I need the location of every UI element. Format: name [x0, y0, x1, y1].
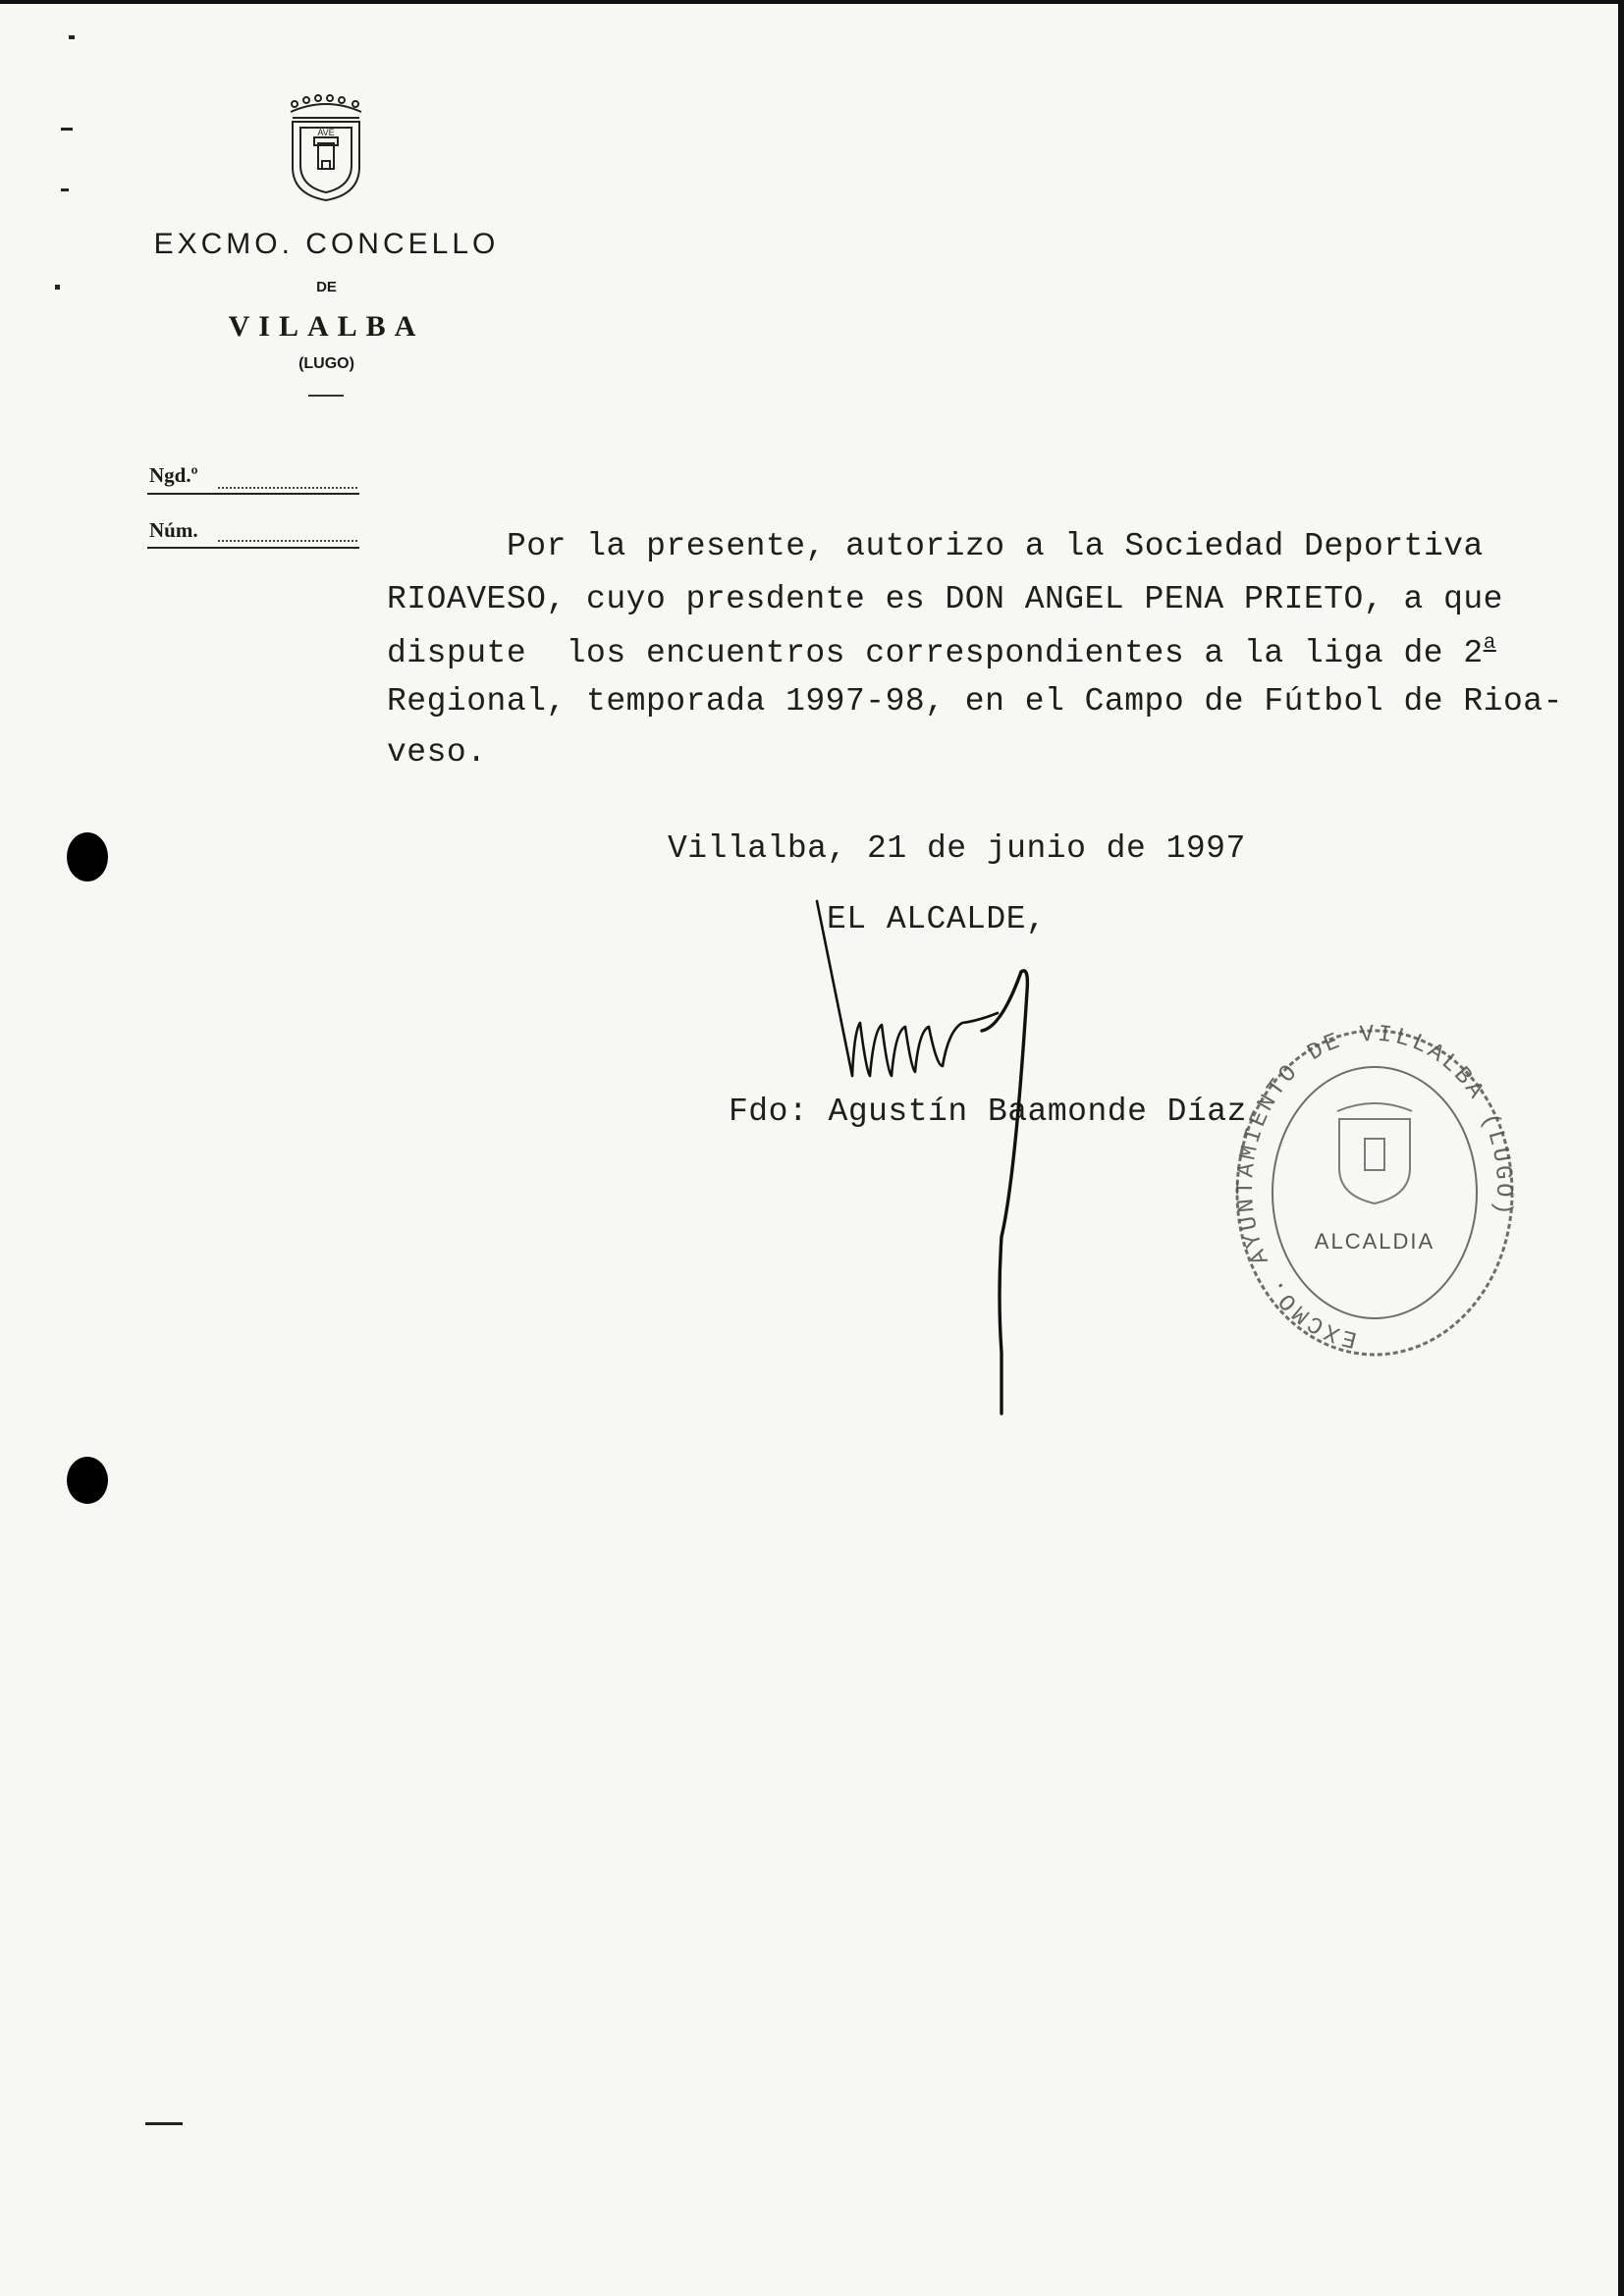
- coat-of-arms-icon: [281, 92, 371, 202]
- body-line-2: RIOAVESO, cuyo presdente es DON ANGEL PENA PRIETO, a que: [387, 581, 1503, 617]
- ngd-underline: [147, 493, 359, 495]
- body-line-3: [387, 632, 1496, 671]
- margin-mark: [61, 128, 73, 131]
- margin-mark: [145, 2122, 183, 2125]
- punch-hole: [67, 1457, 108, 1504]
- num-field: [218, 540, 357, 542]
- punch-hole: [67, 832, 108, 881]
- letterhead-council: EXCMO. CONCELLO: [153, 228, 500, 260]
- letterhead-rule: [308, 395, 344, 397]
- num-label: Núm.: [149, 518, 198, 542]
- svg-text:EXCMO. AYUNTAMIENTO DE VILLALB: EXCMO. AYUNTAMIENTO DE VILLALBA (LUGO): [1232, 1021, 1517, 1353]
- scan-border-top: [0, 0, 1624, 4]
- letterhead-town: VILALBA: [228, 310, 425, 343]
- body-line-1: Por la presente, autorizo a la Sociedad Deportiva: [507, 528, 1484, 564]
- handwritten-signature: [805, 883, 1100, 1433]
- svg-text:AVE: AVE: [317, 128, 335, 137]
- letterhead-de: DE: [316, 279, 337, 295]
- stamp-center-text: ALCALDIA: [1314, 1229, 1435, 1254]
- body-line-3-text: dispute los encuentros correspondientes a la liga de 2: [387, 635, 1484, 671]
- margin-mark: [55, 285, 60, 290]
- body-line-4: Regional, temporada 1997-98, en el Campo de Fútbol de Rioa-: [387, 683, 1563, 720]
- margin-mark: [69, 35, 75, 39]
- stamp-crest-icon: [1337, 1103, 1412, 1203]
- signatory-name: Fdo: Agustín Baamonde Díaz: [729, 1094, 1247, 1130]
- letterhead-province: (LUGO): [298, 355, 354, 372]
- ngd-field: [218, 487, 357, 489]
- signatory-title: EL ALCALDE,: [827, 901, 1047, 937]
- body-line-5: veso.: [387, 734, 487, 771]
- place-date: Villalba, 21 de junio de 1997: [668, 830, 1246, 867]
- ngd-label: Ngd.º: [149, 463, 198, 487]
- scan-border-right: [1618, 0, 1624, 2296]
- official-stamp: [1227, 1021, 1522, 1374]
- ordinal-superscript: a: [1483, 632, 1496, 655]
- margin-mark: [61, 188, 69, 191]
- num-underline: [147, 547, 359, 549]
